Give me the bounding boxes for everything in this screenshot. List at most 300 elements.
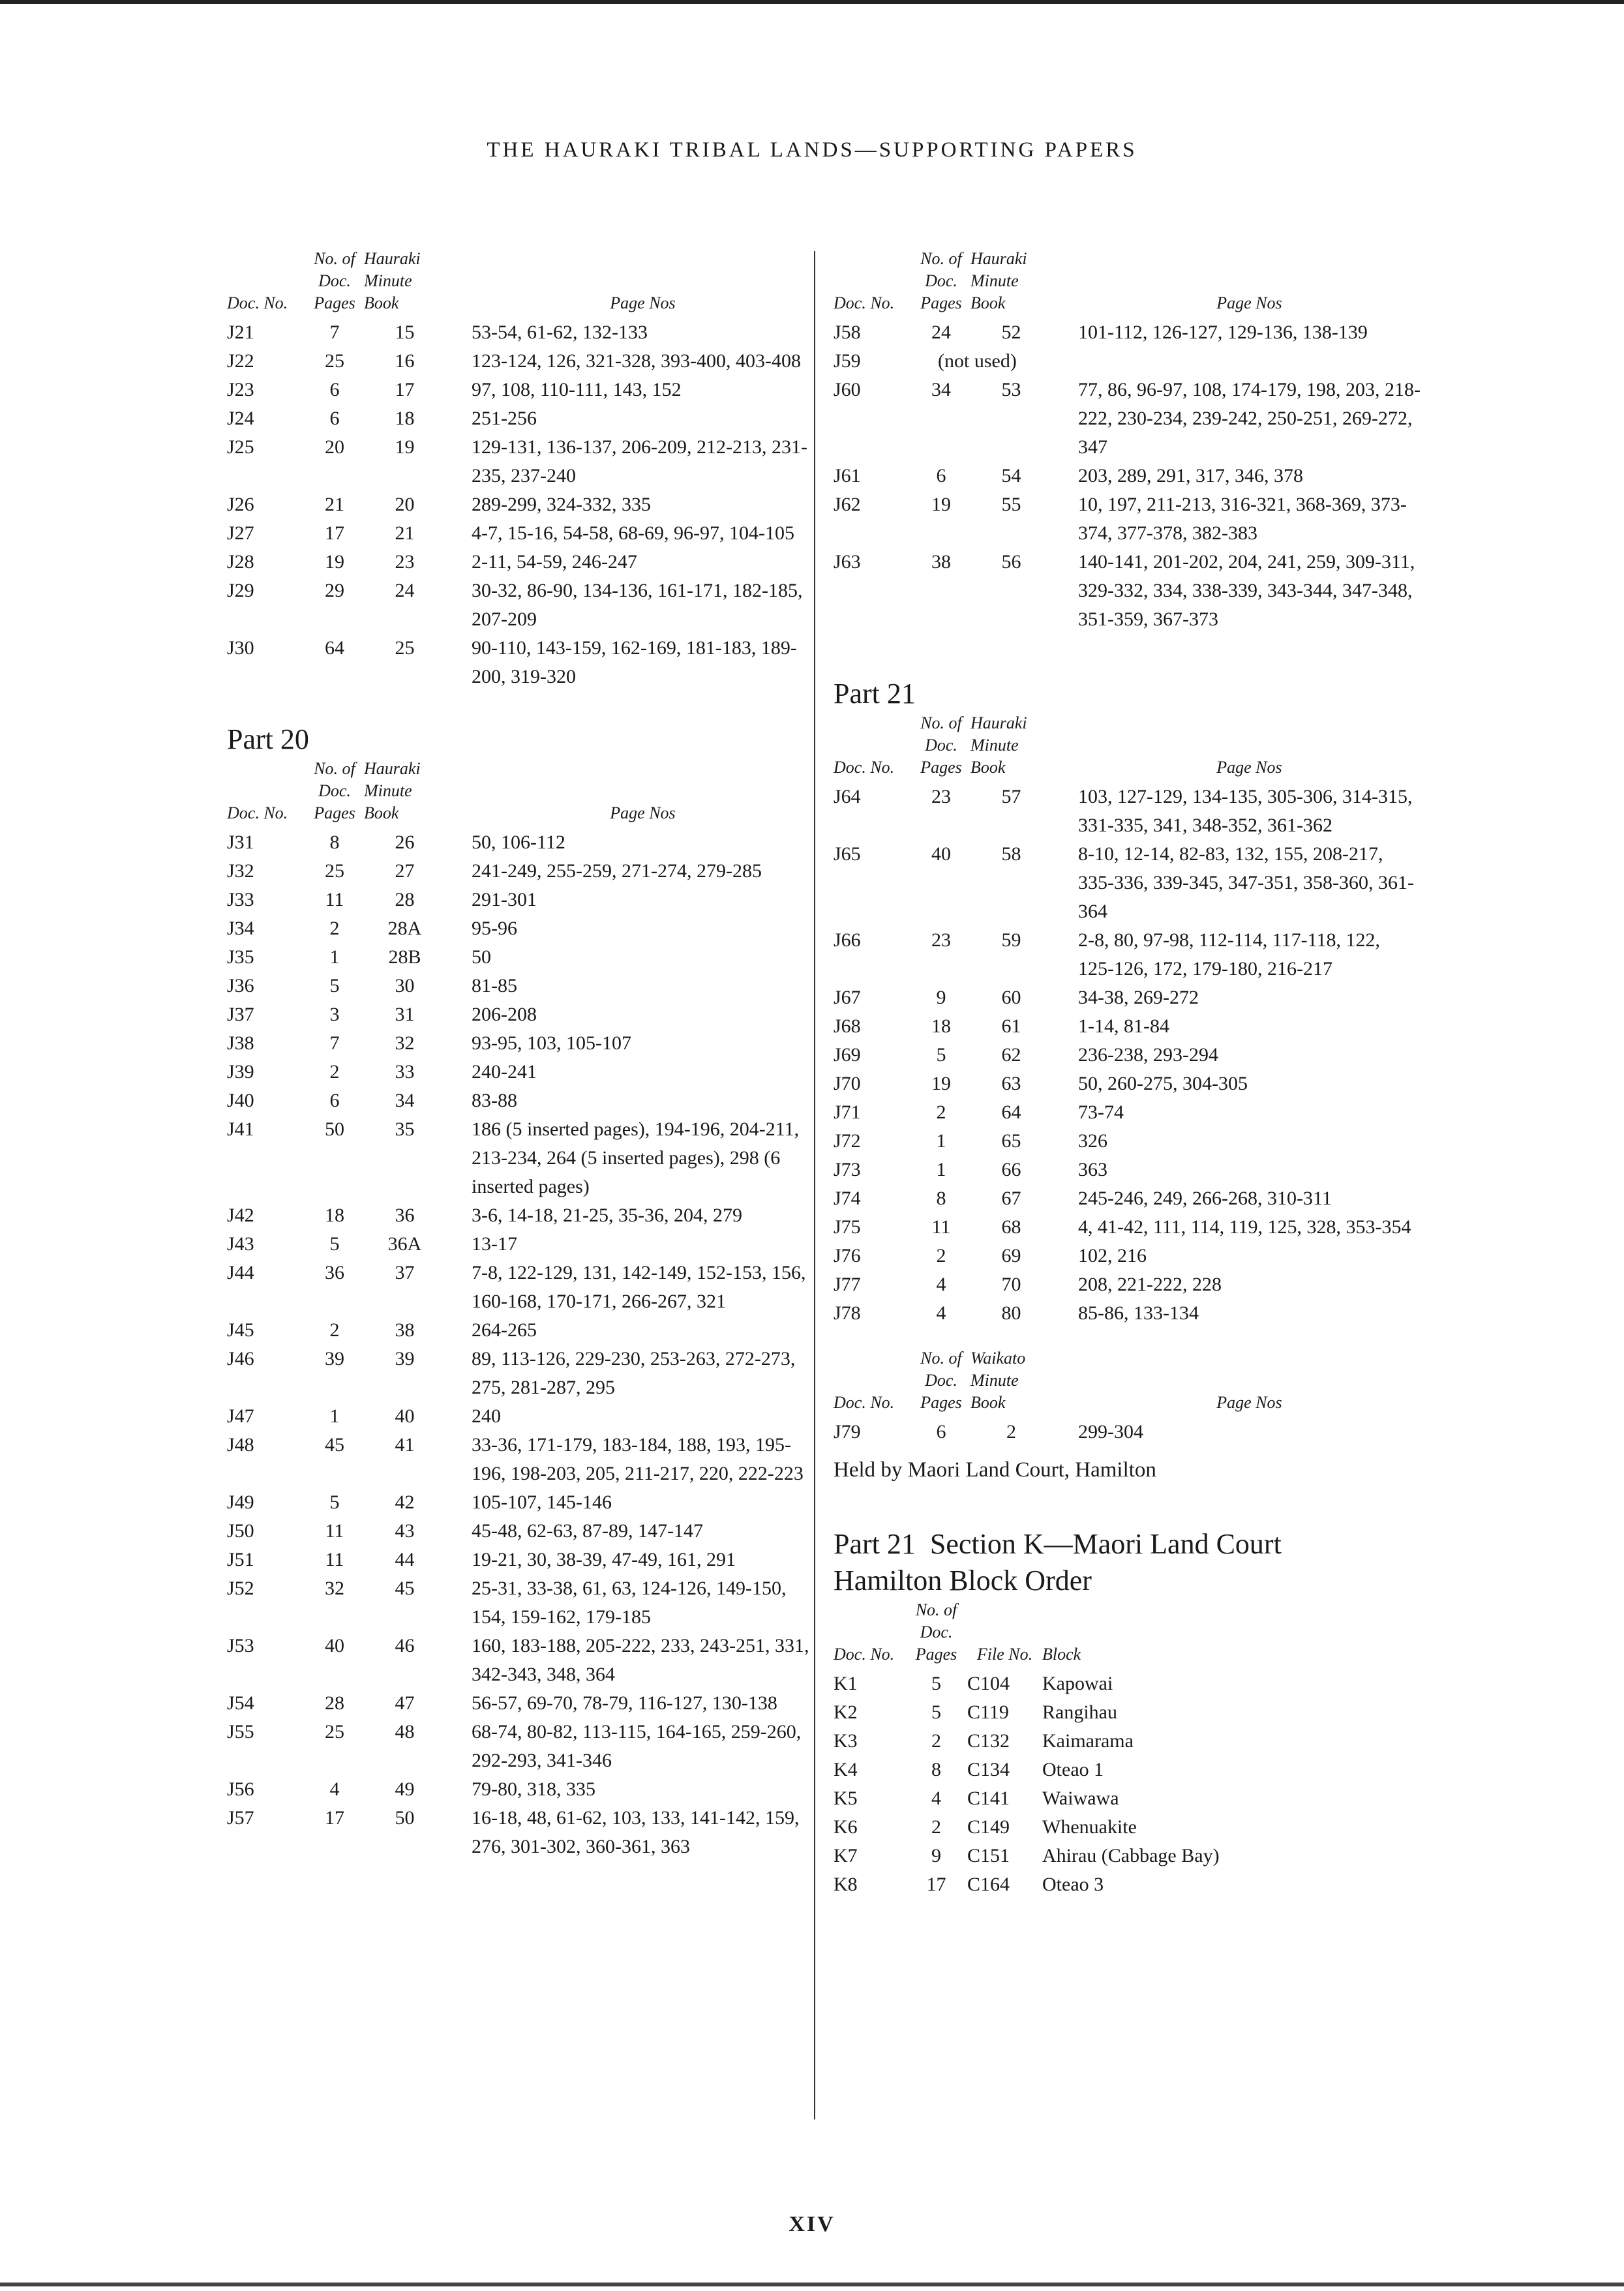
minute-book: 36A: [387, 1233, 422, 1255]
doc-pages: 1: [329, 1405, 340, 1427]
table-row: [834, 1041, 1421, 1070]
table-row: [227, 1546, 814, 1574]
doc-no: J30: [227, 637, 254, 659]
header-doc-no: Doc. No.: [227, 293, 288, 312]
doc-no: J32: [227, 860, 254, 882]
minute-book: 60: [1001, 987, 1021, 1008]
doc-no: K1: [834, 1673, 858, 1694]
file-no: C132: [967, 1730, 1010, 1752]
header-page-nos: Page Nos: [1216, 1393, 1282, 1412]
doc-pages: 4: [936, 1274, 946, 1295]
minute-book: 37: [395, 1262, 415, 1283]
page-nos: 186 (5 inserted pages), 194-196, 204-211, 213-234, 264 (5 inserted pages), 298 (6 inserted pages): [472, 1118, 800, 1197]
header-waikato-minute-book: Waikato Minute Book: [970, 1349, 1026, 1412]
section-k-heading-line2: Hamilton Block Order: [834, 1565, 1092, 1596]
part-21-table: [834, 712, 1421, 1328]
minute-book: 43: [395, 1520, 415, 1542]
doc-pages: 38: [931, 551, 951, 573]
doc-pages: 40: [325, 1635, 344, 1656]
doc-no: J50: [227, 1520, 254, 1542]
table-row: [834, 1870, 1303, 1899]
doc-pages: 2: [936, 1101, 946, 1123]
doc-no: J60: [834, 379, 861, 400]
header-doc-pages: No. of Doc. Pages: [920, 713, 962, 777]
file-no: C151: [967, 1845, 1010, 1866]
table-row: [834, 1127, 1421, 1156]
header-doc-pages: No. of Doc. Pages: [920, 249, 962, 312]
table-row: [227, 404, 814, 433]
table-row: [227, 1775, 814, 1804]
doc-no: J62: [834, 494, 861, 515]
page-nos: 81-85: [472, 975, 517, 996]
table-row: [227, 1029, 814, 1058]
right-column: [834, 248, 1421, 1899]
doc-no: J45: [227, 1319, 254, 1341]
table-row: [227, 943, 814, 972]
doc-pages: 40: [931, 843, 951, 865]
table-row: [227, 857, 814, 886]
table-row: [227, 1201, 814, 1230]
table-row: [227, 1632, 814, 1689]
file-no: C164: [967, 1874, 1010, 1895]
doc-pages: 11: [325, 1549, 344, 1570]
doc-pages: 7: [329, 1032, 340, 1054]
block-name: Kaimarama: [1042, 1730, 1134, 1752]
minute-book: 36: [395, 1205, 415, 1226]
right-top-table: [834, 248, 1421, 634]
doc-no: K5: [834, 1788, 858, 1809]
doc-no: K6: [834, 1816, 858, 1838]
doc-no: J69: [834, 1044, 861, 1066]
header-minute-book: Hauraki Minute Book: [970, 249, 1027, 312]
page-nos: 4, 41-42, 111, 114, 119, 125, 328, 353-354: [1078, 1216, 1411, 1238]
doc-pages: 36: [325, 1262, 344, 1283]
doc-no: J41: [227, 1118, 254, 1140]
header-minute-book: Hauraki Minute Book: [364, 759, 421, 822]
top-rule: [0, 0, 1624, 4]
file-no: C149: [967, 1816, 1010, 1838]
doc-no: J49: [227, 1491, 254, 1513]
doc-no: J27: [227, 522, 254, 544]
doc-pages: 6: [329, 379, 340, 400]
table-row: [227, 886, 814, 914]
table-row: [227, 318, 814, 347]
table-header: [227, 248, 814, 318]
page-nos: 53-54, 61-62, 132-133: [472, 322, 648, 343]
doc-pages: 2: [936, 1245, 946, 1266]
table-row: [227, 1804, 814, 1861]
table-row: [834, 1698, 1303, 1727]
header-doc-no: Doc. No.: [834, 758, 895, 777]
table-row: [227, 1115, 814, 1201]
minute-book: 46: [395, 1635, 415, 1656]
minute-book: 32: [395, 1032, 415, 1054]
doc-no: J38: [227, 1032, 254, 1054]
part-20-heading: Part 20: [227, 723, 309, 755]
part-20-table: [227, 758, 814, 1861]
minute-book: 63: [1001, 1073, 1021, 1094]
header-page-nos: Page Nos: [610, 293, 676, 312]
block-name: Rangihau: [1042, 1701, 1117, 1723]
doc-pages: 17: [926, 1874, 946, 1895]
doc-pages: 19: [931, 494, 951, 515]
minute-book: 66: [1001, 1159, 1021, 1180]
page-nos: 56-57, 69-70, 78-79, 116-127, 130-138: [472, 1692, 777, 1714]
doc-no: J43: [227, 1233, 254, 1255]
minute-book: 49: [395, 1778, 415, 1800]
minute-book: 39: [395, 1348, 415, 1370]
page-nos: 123-124, 126, 321-328, 393-400, 403-408: [472, 350, 801, 372]
file-no: C119: [967, 1701, 1009, 1723]
minute-book: 45: [395, 1578, 415, 1599]
doc-pages: 4: [329, 1778, 340, 1800]
table-row: [834, 318, 1421, 347]
page-nos: [1078, 347, 1421, 376]
doc-no: J25: [227, 436, 254, 458]
table-row: [227, 490, 814, 519]
doc-pages: 5: [329, 1491, 340, 1513]
page-nos: 77, 86, 96-97, 108, 174-179, 198, 203, 218-222, 230-234, 239-242, 250-251, 269-272, 347: [1078, 379, 1421, 458]
table-header: [834, 1347, 1421, 1418]
minute-book: 21: [395, 522, 415, 544]
page-nos: 2-11, 54-59, 246-247: [472, 551, 637, 573]
doc-pages: 23: [931, 786, 951, 807]
header-doc-pages: No. of Doc. Pages: [314, 759, 355, 822]
table-row: [227, 1689, 814, 1718]
page-nos: 203, 289, 291, 317, 346, 378: [1078, 465, 1303, 487]
table-row: [227, 828, 814, 857]
table-row: [834, 1213, 1421, 1242]
header-doc-no: Doc. No.: [834, 1645, 895, 1664]
part-21-heading: Part 21: [834, 678, 916, 710]
doc-no: J55: [227, 1721, 254, 1743]
minute-book: 41: [395, 1434, 415, 1456]
table-row: [834, 1270, 1421, 1299]
page-nos: 1-14, 81-84: [1078, 1015, 1169, 1037]
doc-pages: 9: [936, 987, 946, 1008]
table-row: [227, 1230, 814, 1259]
doc-no: J70: [834, 1073, 861, 1094]
doc-no: J65: [834, 843, 861, 865]
minute-book: 55: [1001, 494, 1021, 515]
table-row: [834, 840, 1421, 926]
left-column: [227, 248, 814, 1861]
minute-book: 47: [395, 1692, 415, 1714]
doc-no: J40: [227, 1090, 254, 1111]
page-nos: 326: [1078, 1130, 1107, 1152]
table-row: [227, 1517, 814, 1546]
table-row: [227, 1402, 814, 1431]
doc-pages: 11: [931, 1216, 951, 1238]
page-nos: 251-256: [472, 408, 537, 429]
page-nos: 103, 127-129, 134-135, 305-306, 314-315, 331-335, 341, 348-352, 361-362: [1078, 786, 1413, 836]
table-header: [834, 1599, 1303, 1670]
table-row: [834, 1156, 1421, 1184]
doc-no: J35: [227, 946, 254, 968]
minute-book: 35: [395, 1118, 415, 1140]
table-row: [227, 519, 814, 548]
page-nos: 363: [1078, 1159, 1107, 1180]
table-row: [834, 1813, 1303, 1842]
minute-book: 65: [1001, 1130, 1021, 1152]
doc-no: J66: [834, 929, 861, 951]
doc-pages: 45: [325, 1434, 344, 1456]
section-k-heading-line1: Part 21 Section K—Maori Land Court: [834, 1528, 1282, 1560]
file-no: C104: [967, 1673, 1010, 1694]
doc-pages: 23: [931, 929, 951, 951]
left-top-table: [227, 248, 814, 691]
page-nos: 73-74: [1078, 1101, 1124, 1123]
minute-book: 44: [395, 1549, 415, 1570]
file-no: C134: [967, 1759, 1010, 1780]
doc-pages: 5: [936, 1044, 946, 1066]
page-nos: 291-301: [472, 889, 537, 910]
doc-pages: 5: [931, 1701, 941, 1723]
page-nos: 129-131, 136-137, 206-209, 212-213, 231-235, 237-240: [472, 436, 807, 487]
file-no: C141: [967, 1788, 1010, 1809]
doc-no: J74: [834, 1188, 861, 1209]
page-nos: 105-107, 145-146: [472, 1491, 612, 1513]
table-row: [227, 347, 814, 376]
doc-pages: 7: [329, 322, 340, 343]
table-row: [834, 548, 1421, 634]
doc-no: J37: [227, 1004, 254, 1025]
table-header: [227, 758, 814, 828]
minute-book: 68: [1001, 1216, 1021, 1238]
doc-pages: 6: [329, 1090, 340, 1111]
page-nos: 240: [472, 1405, 501, 1427]
minute-book: 27: [395, 860, 415, 882]
doc-no: J29: [227, 580, 254, 601]
page-nos: 13-17: [472, 1233, 517, 1255]
doc-no: J51: [227, 1549, 254, 1570]
page-nos: 245-246, 249, 266-268, 310-311: [1078, 1188, 1332, 1209]
doc-no: J59: [834, 350, 861, 372]
doc-pages: 19: [325, 551, 344, 573]
doc-no: J64: [834, 786, 861, 807]
table-row: [834, 462, 1421, 490]
minute-book: 57: [1001, 786, 1021, 807]
block-name: Ahirau (Cabbage Bay): [1042, 1845, 1220, 1866]
doc-no: J57: [227, 1807, 254, 1829]
header-doc-no: Doc. No.: [227, 803, 288, 822]
doc-pages: 3: [329, 1004, 340, 1025]
doc-no: K7: [834, 1845, 858, 1866]
minute-book: 67: [1001, 1188, 1021, 1209]
doc-pages: 2: [931, 1816, 941, 1838]
doc-pages: 2: [329, 1061, 340, 1083]
table-row: [227, 433, 814, 490]
minute-book: 28A: [387, 918, 422, 939]
page-nos: 299-304: [1078, 1421, 1143, 1443]
doc-pages: 29: [325, 580, 344, 601]
page-nos: 50: [472, 946, 491, 968]
block-name: Waiwawa: [1042, 1788, 1119, 1809]
doc-pages: 2: [329, 918, 340, 939]
minute-book: 50: [395, 1807, 415, 1829]
doc-no: J21: [227, 322, 254, 343]
doc-no: J76: [834, 1245, 861, 1266]
minute-book: 42: [395, 1491, 415, 1513]
minute-book: 16: [395, 350, 415, 372]
doc-no: J75: [834, 1216, 861, 1238]
doc-no: J77: [834, 1274, 861, 1295]
minute-book: 70: [1001, 1274, 1021, 1295]
table-row: [834, 1098, 1421, 1127]
page-nos: 89, 113-126, 229-230, 253-263, 272-273, 275, 281-287, 295: [472, 1348, 796, 1398]
doc-pages: 34: [931, 379, 951, 400]
table-row: [227, 1000, 814, 1029]
page-nos: 208, 221-222, 228: [1078, 1274, 1222, 1295]
doc-pages: 1: [329, 946, 340, 968]
table-header: [834, 248, 1421, 318]
section-k-table: [834, 1599, 1303, 1899]
page-nos: 85-86, 133-134: [1078, 1302, 1199, 1324]
table-row: [834, 490, 1421, 548]
page-nos: 10, 197, 211-213, 316-321, 368-369, 373-374, 377-378, 382-383: [1078, 494, 1407, 544]
block-name: Kapowai: [1042, 1673, 1113, 1694]
minute-book: 64: [1001, 1101, 1021, 1123]
doc-no: J78: [834, 1302, 861, 1324]
doc-pages: 17: [325, 522, 344, 544]
doc-no: J47: [227, 1405, 254, 1427]
page-number: XIV: [789, 2212, 835, 2236]
table-row: [227, 1259, 814, 1316]
page-nos: 79-80, 318, 335: [472, 1778, 595, 1800]
table-row: [227, 1488, 814, 1517]
minute-book: 58: [1001, 843, 1021, 865]
block-name: Oteao 3: [1042, 1874, 1104, 1895]
table-row: [227, 972, 814, 1000]
minute-book: 23: [395, 551, 415, 573]
block-name: Whenuakite: [1042, 1816, 1137, 1838]
minute-book: 30: [395, 975, 415, 996]
page-nos: 45-48, 62-63, 87-89, 147-147: [472, 1520, 703, 1542]
table-row: [227, 914, 814, 943]
doc-no: J26: [227, 494, 254, 515]
doc-pages: 2: [931, 1730, 941, 1752]
doc-pages: 18: [325, 1205, 344, 1226]
doc-pages: 1: [936, 1130, 946, 1152]
page-nos: 7-8, 122-129, 131, 142-149, 152-153, 156, 160-168, 170-171, 266-267, 321: [472, 1262, 806, 1312]
table-row: [834, 983, 1421, 1012]
minute-book: 61: [1001, 1015, 1021, 1037]
page-nos: 97, 108, 110-111, 143, 152: [472, 379, 682, 400]
doc-no: J63: [834, 551, 861, 573]
table-row: [227, 376, 814, 404]
table-row: [227, 1718, 814, 1775]
header-minute-book: Hauraki Minute Book: [364, 249, 421, 312]
header-doc-pages: No. of Doc. Pages: [920, 1349, 962, 1412]
minute-book: 28B: [388, 946, 421, 968]
table-row: [227, 1316, 814, 1345]
doc-no: J67: [834, 987, 861, 1008]
doc-pages: 8: [329, 831, 340, 853]
table-row: [834, 1756, 1303, 1784]
minute-book: 69: [1001, 1245, 1021, 1266]
header-block: Block: [1042, 1645, 1081, 1664]
minute-book: 2: [1006, 1421, 1016, 1443]
doc-pages: 18: [931, 1015, 951, 1037]
doc-no: J24: [227, 408, 254, 429]
page-nos: 241-249, 255-259, 271-274, 279-285: [472, 860, 762, 882]
doc-pages: 2: [329, 1319, 340, 1341]
doc-no: J44: [227, 1262, 254, 1283]
doc-no: J22: [227, 350, 254, 372]
page-nos: 2-8, 80, 97-98, 112-114, 117-118, 122, 125-126, 172, 179-180, 216-217: [1078, 929, 1381, 980]
page-nos: 93-95, 103, 105-107: [472, 1032, 631, 1054]
header-page-nos: Page Nos: [1216, 758, 1282, 777]
page-nos: 50, 106-112: [472, 831, 565, 853]
minute-book: 56: [1001, 551, 1021, 573]
minute-book: 53: [1001, 379, 1021, 400]
minute-book: 15: [395, 322, 415, 343]
doc-no: K8: [834, 1874, 858, 1895]
minute-book: 26: [395, 831, 415, 853]
page-nos: 25-31, 33-38, 61, 63, 124-126, 149-150, 154, 159-162, 179-185: [472, 1578, 787, 1628]
doc-no: J46: [227, 1348, 254, 1370]
doc-pages: 11: [325, 1520, 344, 1542]
header-doc-no: Doc. No.: [834, 293, 895, 312]
page-nos: 34-38, 269-272: [1078, 987, 1199, 1008]
minute-book: 54: [1001, 465, 1021, 487]
doc-pages: 64: [325, 637, 344, 659]
page-nos: 236-238, 293-294: [1078, 1044, 1218, 1066]
header-doc-pages: No. of Doc. Pages: [314, 249, 355, 312]
doc-pages: 1: [936, 1159, 946, 1180]
minute-book: 59: [1001, 929, 1021, 951]
page-nos: 83-88: [472, 1090, 517, 1111]
doc-no: J61: [834, 465, 861, 487]
doc-no: J53: [227, 1635, 254, 1656]
bottom-rule: [0, 2283, 1624, 2286]
doc-no: J34: [227, 918, 254, 939]
table-row: [834, 376, 1421, 462]
waikato-table: [834, 1347, 1421, 1446]
table-row: [227, 576, 814, 634]
minute-book: 34: [395, 1090, 415, 1111]
doc-pages: 6: [936, 465, 946, 487]
table-row: [834, 1727, 1303, 1756]
table-row: [834, 783, 1421, 840]
page-nos: 3-6, 14-18, 21-25, 35-36, 204, 279: [472, 1205, 742, 1226]
table-row: [227, 1058, 814, 1086]
doc-pages: 25: [325, 860, 344, 882]
doc-pages: 4: [931, 1788, 941, 1809]
table-row: [834, 1070, 1421, 1098]
doc-no: J39: [227, 1061, 254, 1083]
page-nos: 101-112, 126-127, 129-136, 138-139: [1078, 322, 1368, 343]
running-head: THE HAURAKI TRIBAL LANDS—SUPPORTING PAPERS: [487, 138, 1137, 162]
page-nos: 160, 183-188, 205-222, 233, 243-251, 331, 342-343, 348, 364: [472, 1635, 809, 1685]
doc-no: K4: [834, 1759, 858, 1780]
header-doc-no: Doc. No.: [834, 1393, 895, 1412]
doc-pages: 8: [936, 1188, 946, 1209]
table-row: [834, 1299, 1421, 1328]
doc-pages: 20: [325, 436, 344, 458]
doc-pages: 17: [325, 1807, 344, 1829]
doc-pages: 19: [931, 1073, 951, 1094]
page-nos: 264-265: [472, 1319, 537, 1341]
doc-no: J36: [227, 975, 254, 996]
minute-book: 48: [395, 1721, 415, 1743]
page-nos: 206-208: [472, 1004, 537, 1025]
minute-book: 40: [395, 1405, 415, 1427]
minute-book: 80: [1001, 1302, 1021, 1324]
page-nos: 33-36, 171-179, 183-184, 188, 193, 195-196, 198-203, 205, 211-217, 220, 222-223: [472, 1434, 804, 1484]
table-row: [834, 926, 1421, 983]
table-row: [227, 1086, 814, 1115]
